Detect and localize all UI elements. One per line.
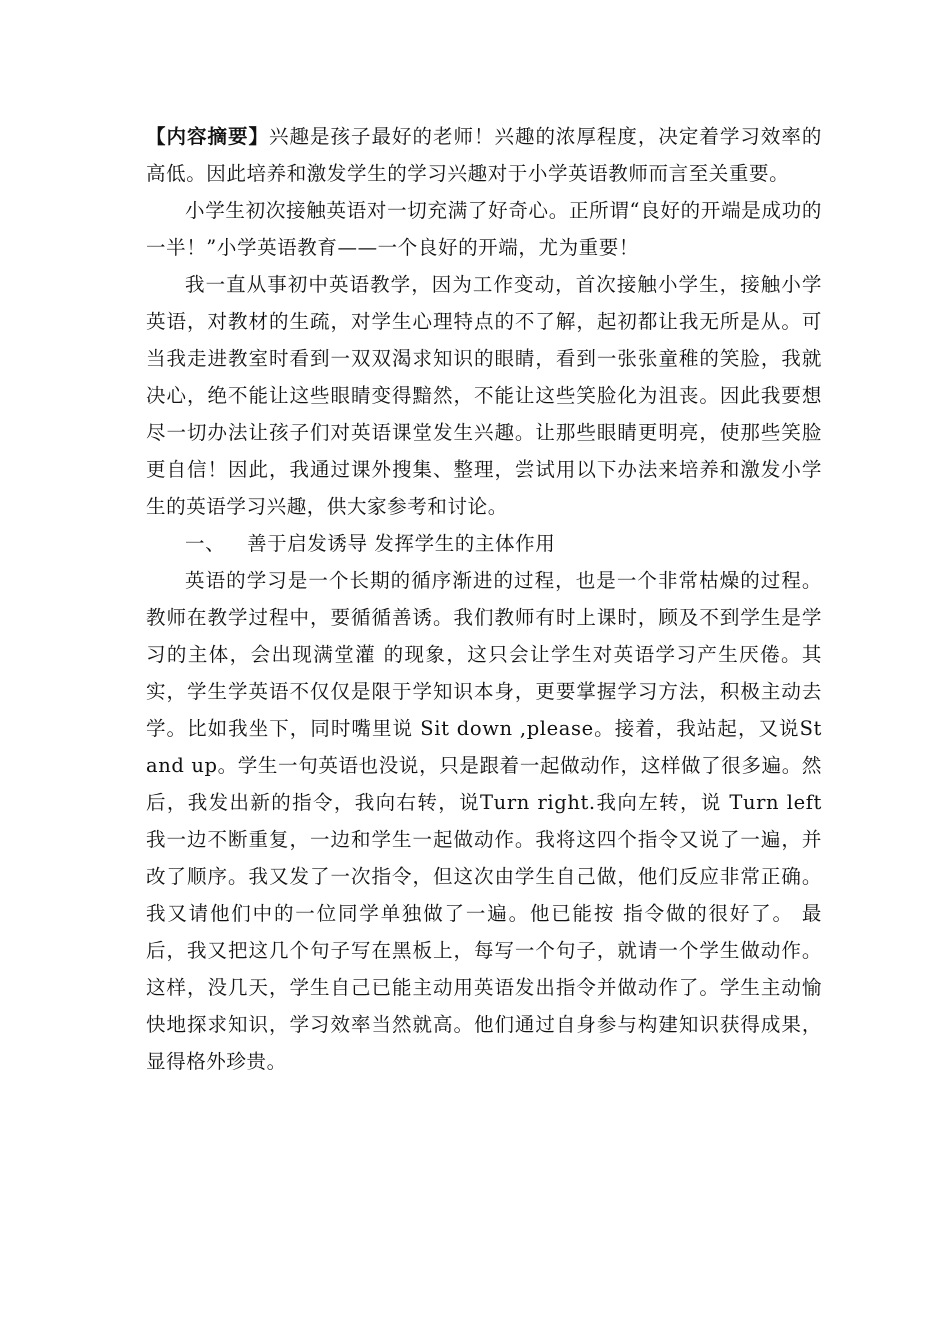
background-paragraph: 我一直从事初中英语教学，因为工作变动，首次接触小学生，接触小学英语，对教材的生疏，对学生心理特点的不了解，起初都让我无所是从。可当我走进教室时看到一双双渴求知识的眼睛，看到一张张童稚的笑脸，我就决心，绝不能让这些眼睛变得黯然，不能让这些笑脸化为沮丧。因此我要想尽一切办法让孩子们对英语课堂发生兴趣。让那些眼睛更明亮，使那些笑脸更自信！因此，我通过课外搜集、整理，尝试用以下办法来培养和激发小学生的英语学习兴趣，供大家参考和讨论。 — [146, 273, 822, 518]
section-title: 善于启发诱导 发挥学生的主体作用 — [247, 532, 556, 555]
section-heading — [146, 525, 822, 562]
abstract-paragraph — [146, 118, 822, 192]
document-page — [146, 118, 822, 1080]
section-body-paragraph: 英语的学习是一个长期的循序渐进的过程，也是一个非常枯燥的过程。教师在教学过程中，要循循善诱。我们教师有时上课时，顾及不到学生是学习的主体，会出现满堂灌 的现象，这只会让学生对英语学习产生厌倦。其实，学生学英语不仅仅是限于学知识本身，更要掌握学习方法，积极主动去学。比如我坐下，同时嘴里说 Sit down ,please。接着，我站起，又说Stand up。学生一句英语也没说，只是跟着一起做动作，这样做了很多遍。然后，我发出新的指令，我向右转，说Turn right.我向左转，说 Turn left 我一边不断重复，一边和学生一起做动作。我将这四个指令又说了一遍，并改了顺序。我又发了一次指令，但这次由学生自己做，他们反应非常正确。我又请他们中的一位同学单独做了一遍。他已能按 指令做的很好了。 最后，我又把这几个句子写在黑板上，每写一个句子，就请一个学生做动作。这样，没几天，学生自己已能主动用英语发出指令并做动作了。学生主动愉快地探求知识，学习效率当然就高。他们通过自身参与构建知识获得成果，显得格外珍贵。 — [146, 569, 822, 1073]
intro-paragraph: 小学生初次接触英语对一切充满了好奇心。正所谓“良好的开端是成功的一半！”小学英语教育——一个良好的开端，尤为重要！ — [146, 199, 822, 259]
abstract-text: 兴趣是孩子最好的老师！兴趣的浓厚程度，决定着学习效率的高低。因此培养和激发学生的学习兴趣对于小学英语教师而言至关重要。 — [146, 125, 822, 185]
section-number: 一、 — [185, 532, 226, 555]
abstract-label: 【内容摘要】 — [146, 125, 269, 148]
